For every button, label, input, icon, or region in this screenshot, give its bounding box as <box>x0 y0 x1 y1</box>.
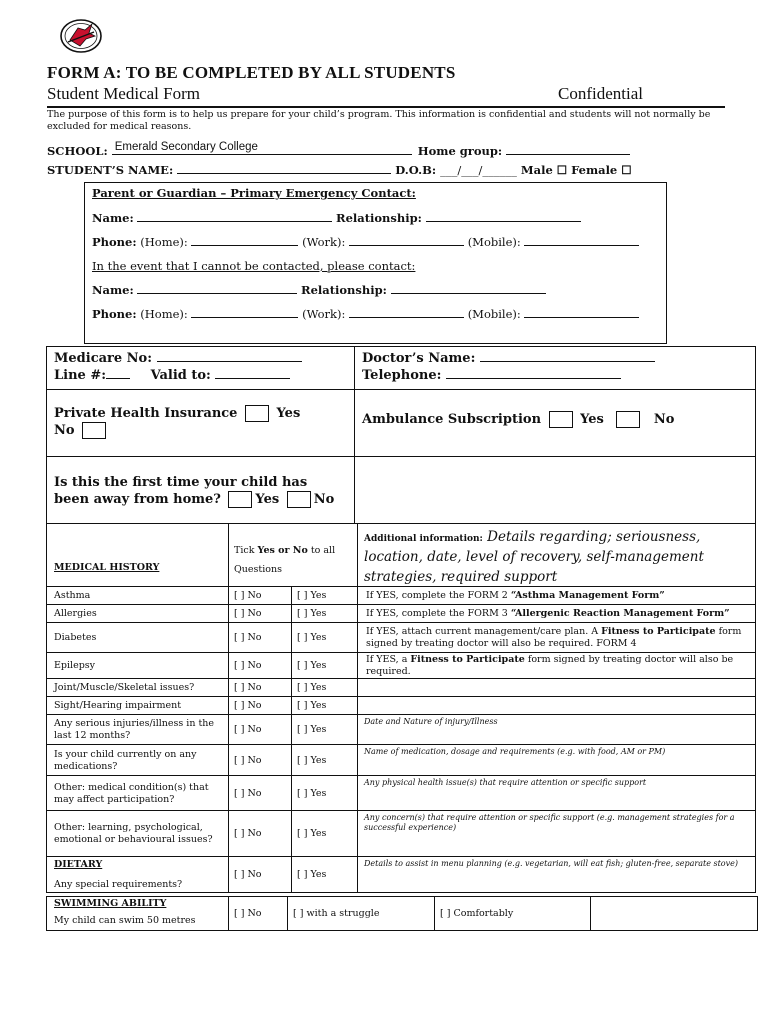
student-name-label: STUDENT’S NAME: <box>47 163 174 177</box>
header-rule <box>47 106 725 108</box>
secondary-work-label: (Work): <box>302 307 346 321</box>
condition-label: Allergies <box>47 605 229 623</box>
instruction-text <box>358 697 756 715</box>
confidential-label: Confidential <box>558 84 643 103</box>
valid-to-field[interactable] <box>215 367 290 379</box>
school-logo <box>58 18 104 54</box>
table-row <box>47 697 756 715</box>
tick-prefix: Tick <box>234 545 258 556</box>
swimming-label-cell <box>47 897 229 931</box>
tick-suffix: to all Questions <box>234 545 336 575</box>
ambulance-cell <box>355 390 756 457</box>
secondary-mobile-label: (Mobile): <box>467 307 521 321</box>
condition-label: Sight/Hearing impairment <box>47 697 229 715</box>
primary-home-field[interactable] <box>191 234 298 246</box>
instruction-text: If YES, complete the FORM 3 “Allergenic Reaction Management Form” <box>358 605 756 623</box>
first-time-cell <box>47 457 355 524</box>
line-field[interactable] <box>106 367 130 379</box>
additional-info-text: Details regarding; seriousness, location, date, level of recovery, self-management strategies, required support <box>364 529 704 585</box>
purpose-text: The purpose of this form is to help us prepare for your child’s program. This information is confidential and students will not normally be excluded for medical reasons. <box>47 109 711 132</box>
additional-info-cell <box>358 524 756 587</box>
condition-label: Epilepsy <box>47 653 229 679</box>
secondary-phone-label: Phone: <box>92 307 137 321</box>
table-row <box>47 623 756 653</box>
yes-option[interactable]: [ ] Yes <box>292 811 358 857</box>
table-row <box>47 715 756 745</box>
yes-option[interactable]: [ ] Yes <box>292 623 358 653</box>
dob-label: D.O.B: <box>395 163 437 177</box>
medicare-cell <box>47 347 355 390</box>
dietary-details: Details to assist in menu planning (e.g. vegetarian, will eat fish; gluten-free, separate stove) <box>358 857 756 893</box>
form-title: FORM A: TO BE COMPLETED BY ALL STUDENTS <box>47 63 456 82</box>
tick-bold: Yes or No <box>257 545 308 556</box>
ambulance-no-label: No <box>653 412 675 427</box>
primary-mobile-label: (Mobile): <box>467 235 521 249</box>
secondary-name-row <box>92 282 546 297</box>
primary-mobile-field[interactable] <box>524 234 639 246</box>
dob-field[interactable]: ___/___/______ <box>440 163 517 177</box>
swimming-no-option[interactable]: [ ] No <box>229 897 288 931</box>
condition-label: Any serious injuries/illness in the last 12 months? <box>47 715 229 745</box>
no-option[interactable]: [ ] No <box>229 587 292 605</box>
secondary-name-field[interactable] <box>137 282 297 294</box>
no-option[interactable]: [ ] No <box>229 697 292 715</box>
emergency-contact-box <box>84 182 667 344</box>
swimming-label: My child can swim 50 metres <box>54 915 196 926</box>
primary-name-label: Name: <box>92 211 134 225</box>
school-value: Emerald Secondary College <box>114 141 258 153</box>
medicare-field[interactable] <box>157 350 302 362</box>
dietary-heading: DIETARY <box>54 859 103 870</box>
primary-relationship-field[interactable] <box>426 210 581 222</box>
ambulance-yes-checkbox[interactable] <box>549 411 573 428</box>
private-insurance-no-label: No <box>54 423 75 438</box>
private-insurance-no-checkbox[interactable] <box>82 422 106 439</box>
first-time-yes-label: Yes <box>255 492 280 507</box>
yes-option[interactable]: [ ] Yes <box>292 605 358 623</box>
secondary-phone-row <box>92 306 639 321</box>
medical-history-heading: MEDICAL HISTORY <box>54 562 160 573</box>
secondary-home-field[interactable] <box>191 306 298 318</box>
yes-option[interactable]: [ ] Yes <box>292 776 358 811</box>
table-row <box>47 776 756 811</box>
condition-label: Is your child currently on any medications? <box>47 745 229 776</box>
no-option[interactable]: [ ] No <box>229 679 292 697</box>
condition-label: Other: learning, psychological, emotional or behavioural issues? <box>47 811 229 857</box>
condition-label: Diabetes <box>47 623 229 653</box>
table-row <box>47 811 756 857</box>
line-label: Line #: <box>54 368 107 383</box>
secondary-work-field[interactable] <box>349 306 464 318</box>
home-group-label: Home group: <box>417 144 503 158</box>
primary-name-row <box>92 210 581 225</box>
dietary-label: Any special requirements? <box>54 879 183 890</box>
male-option[interactable]: Male ☐ <box>520 163 568 177</box>
no-option[interactable]: [ ] No <box>229 715 292 745</box>
school-row <box>47 143 630 158</box>
first-time-yes-checkbox[interactable] <box>228 491 252 508</box>
primary-relationship-label: Relationship: <box>336 211 422 225</box>
table-row <box>47 679 756 697</box>
swimming-heading: SWIMMING ABILITY <box>54 898 167 909</box>
condition-label: Asthma <box>47 587 229 605</box>
school-field[interactable] <box>112 143 412 155</box>
private-insurance-label: Private Health Insurance <box>54 406 238 421</box>
medical-history-table <box>46 523 756 893</box>
no-option[interactable]: [ ] No <box>229 623 292 653</box>
ambulance-label: Ambulance Subscription <box>362 412 542 427</box>
secondary-mobile-field[interactable] <box>524 306 639 318</box>
instruction-text: If YES, complete the FORM 2 “Asthma Management Form” <box>358 587 756 605</box>
detail-prompt: Any physical health issue(s) that require attention or specific support <box>358 776 756 811</box>
telephone-field[interactable] <box>446 367 621 379</box>
yes-option[interactable]: [ ] Yes <box>292 653 358 679</box>
table-row <box>47 587 756 605</box>
primary-home-label: (Home): <box>140 235 188 249</box>
yes-option[interactable]: [ ] Yes <box>292 697 358 715</box>
doctor-label: Doctor’s Name: <box>362 351 476 366</box>
instruction-text <box>358 679 756 697</box>
swimming-empty-cell <box>591 897 758 931</box>
secondary-home-label: (Home): <box>140 307 188 321</box>
swimming-comfortable-option[interactable]: [ ] Comfortably <box>435 897 591 931</box>
condition-label: Other: medical condition(s) that may affect participation? <box>47 776 229 811</box>
secondary-relationship-label: Relationship: <box>301 283 387 297</box>
home-group-field[interactable] <box>506 143 630 155</box>
table-row <box>47 653 756 679</box>
school-label: SCHOOL: <box>47 144 108 158</box>
private-insurance-cell <box>47 390 355 457</box>
primary-work-field[interactable] <box>349 234 464 246</box>
first-time-no-checkbox[interactable] <box>287 491 311 508</box>
valid-to-label: Valid to: <box>150 368 211 383</box>
primary-name-field[interactable] <box>137 210 332 222</box>
female-option[interactable]: Female ☐ <box>571 163 632 177</box>
secondary-name-label: Name: <box>92 283 134 297</box>
primary-phone-row <box>92 234 639 249</box>
primary-phone-label: Phone: <box>92 235 137 249</box>
no-option[interactable]: [ ] No <box>229 811 292 857</box>
telephone-label: Telephone: <box>362 368 442 383</box>
instruction-text: If YES, attach current management/care plan. A Fitness to Participate form signed by treating doctor will also be required. FORM 4 <box>358 623 756 653</box>
private-insurance-yes-checkbox[interactable] <box>245 405 269 422</box>
no-option[interactable]: [ ] No <box>229 653 292 679</box>
ambulance-no-checkbox[interactable] <box>616 411 640 428</box>
table-row <box>47 605 756 623</box>
primary-work-label: (Work): <box>302 235 346 249</box>
doctor-cell <box>355 347 756 390</box>
detail-prompt: Name of medication, dosage and requirements (e.g. with food, AM or PM) <box>358 745 756 776</box>
medicare-table <box>46 346 756 524</box>
yes-option[interactable]: [ ] Yes <box>292 587 358 605</box>
no-option[interactable]: [ ] No <box>229 605 292 623</box>
additional-info-label: Additional information: <box>364 534 483 544</box>
detail-prompt: Date and Nature of injury/Illness <box>358 715 756 745</box>
yes-option[interactable]: [ ] Yes <box>292 715 358 745</box>
private-insurance-yes-label: Yes <box>276 406 301 421</box>
doctor-field[interactable] <box>480 350 655 362</box>
form-subtitle: Student Medical Form <box>47 84 200 103</box>
yes-option[interactable]: [ ] Yes <box>292 745 358 776</box>
no-option[interactable]: [ ] No <box>229 745 292 776</box>
first-time-empty-cell <box>355 457 756 524</box>
dietary-yes-option[interactable]: [ ] Yes <box>292 857 358 893</box>
dietary-no-option[interactable]: [ ] No <box>229 857 292 893</box>
tick-instruction-cell <box>229 524 358 587</box>
student-name-field[interactable] <box>177 162 391 174</box>
no-option[interactable]: [ ] No <box>229 776 292 811</box>
detail-prompt: Any concern(s) that require attention or specific support (e.g. management strategies for a successful experience) <box>358 811 756 857</box>
dietary-cell <box>47 857 229 893</box>
primary-contact-heading: Parent or Guardian – Primary Emergency Contact: <box>92 186 416 200</box>
first-time-question: Is this the first time your child has been away from home? <box>54 475 308 507</box>
first-time-no-label: No <box>313 492 335 507</box>
ambulance-yes-label: Yes <box>580 412 604 427</box>
student-row <box>47 162 632 177</box>
secondary-contact-heading: In the event that I cannot be contacted, please contact: <box>92 259 416 273</box>
swimming-table <box>46 896 758 931</box>
table-row <box>47 745 756 776</box>
medicare-label: Medicare No: <box>54 351 153 366</box>
secondary-relationship-field[interactable] <box>391 282 546 294</box>
swimming-struggle-option[interactable]: [ ] with a struggle <box>288 897 435 931</box>
instruction-text: If YES, a Fitness to Participate form signed by treating doctor will also be required. <box>358 653 756 679</box>
medical-history-heading-cell <box>47 524 229 587</box>
condition-label: Joint/Muscle/Skeletal issues? <box>47 679 229 697</box>
yes-option[interactable]: [ ] Yes <box>292 679 358 697</box>
